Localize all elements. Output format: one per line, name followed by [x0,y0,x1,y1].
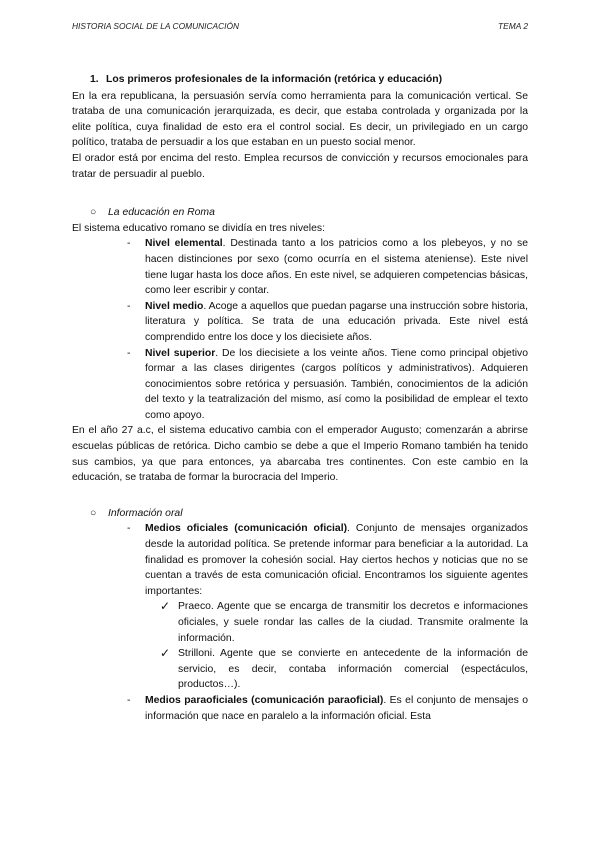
level-term: Nivel superior [145,347,216,359]
circle-bullet-icon: ○ [90,207,97,219]
subheading-education [72,205,528,221]
media-text: . Conjunto de mensajes organizados desde la autoridad política. Se pretende informar para beneficiar a la autoridad. La finalidad es promover la cohesión social. Hay ciertos hechos y noticias que no se cuentan a través de esta comunicación oficial. Encontramos los siguiente agentes importantes: [145,523,528,597]
list-item-level-medio [127,299,528,346]
level-term: Nivel medio [145,300,204,312]
paragraph-education-intro: El sistema educativo romano se dividía en tres niveles: [72,222,325,234]
dash-bullet-icon: - [127,300,131,312]
level-text: . De los diecisiete a los veinte años. Tiene como principal objetivo formar a las clases dirigentes (cargos políticos y administrativos). Adquieren conocimientos sobre retórica y persuasión. También, conocimientos de la adición del texto y la teatralización del mismo, así como la posibilidad de emplear el texto como apoyo. [145,347,528,421]
list-item-medios-paraoficiales [127,693,528,724]
page-header [72,20,528,32]
agent-text: Strilloni. Agente que se convierte en antecedente de la información de servicio, es decir, contaba información comercial (espectáculos, productos…). [178,648,528,691]
dash-bullet-icon: - [127,347,131,359]
dash-bullet-icon: - [127,694,131,706]
subheading-oral [72,506,528,522]
media-term: Medios oficiales (comunicación oficial) [145,523,348,535]
media-text: . Es el conjunto de mensajes o información que nace en paralelo a la información oficial. Esta [145,694,528,722]
circle-bullet-icon: ○ [90,507,97,519]
section-number: 1. [90,74,99,85]
list-item-level-superior [127,346,528,424]
checkmark-icon: ✓ [160,599,171,614]
agent-item-praeco [160,599,528,646]
paragraph-orator: El orador está por encima del resto. Emplea recursos de convicción y recursos emocionales para tratar de persuadir al pueblo. [72,152,528,180]
section-title: Los primeros profesionales de la información (retórica y educación) [106,74,443,85]
dash-bullet-icon: - [127,238,131,250]
level-term: Nivel elemental [145,238,223,250]
header-topic: TEMA 2 [498,21,528,31]
list-item-level-elemental [127,236,528,298]
level-text: . Acoge a aquellos que puedan pagarse una instrucción sobre historia, literatura y política. Se trata de una educación privada. Este nivel está comprendido entre los doce y los diecisiete años. [145,300,528,343]
paragraph-augusto: En el año 27 a.c, el sistema educativo cambia con el emperador Augusto; comenzarán a abrirse escuelas públicas de retórica. Dicho cambio se debe a que el Imperio Romano también ha tenido sus cambios, ya que para entonces, ya abarcaba tres continentes. Con este cambio en la educación, se trataba de formar la burocracia del Imperio. [72,425,528,484]
paragraph-republic: En la era republicana, la persuasión servía como herramienta para la comunicación vertical. Se trataba de una comunicación jerarquizada, es decir, que estaba controlada y organizada por la elite política, cuya finalidad de esto era el control social. Es decir, un privilegiado en un cargo político, trataba de persuadir a los que estaban en un puesto social menor. [72,90,528,149]
list-item-medios-oficiales [127,521,528,599]
subheading-oral-title: Información oral [108,507,183,519]
document-body [72,72,528,724]
subheading-education-title: La educación en Roma [108,207,215,219]
media-term: Medios paraoficiales (comunicación paraoficial) [145,694,384,706]
header-course-title: HISTORIA SOCIAL DE LA COMUNICACIÓN [72,21,240,31]
agent-text: Praeco. Agente que se encarga de transmitir los decretos e informaciones oficiales, y suele rondar las calles de la ciudad. Transmite oralmente la información. [178,601,528,644]
checkmark-icon: ✓ [160,646,171,661]
level-text: . Destinada tanto a los patricios como a los plebeyos, y no se hacen distinciones por sexo (como ocurría en el sistema ateniense). Este nivel tiene lugar hasta los doce años. En este nivel, se adquieren competencias básicas, como leer escribir y contar. [145,238,528,297]
agent-item-strilloni [160,646,528,693]
dash-bullet-icon: - [127,523,131,535]
section-heading [72,72,528,88]
